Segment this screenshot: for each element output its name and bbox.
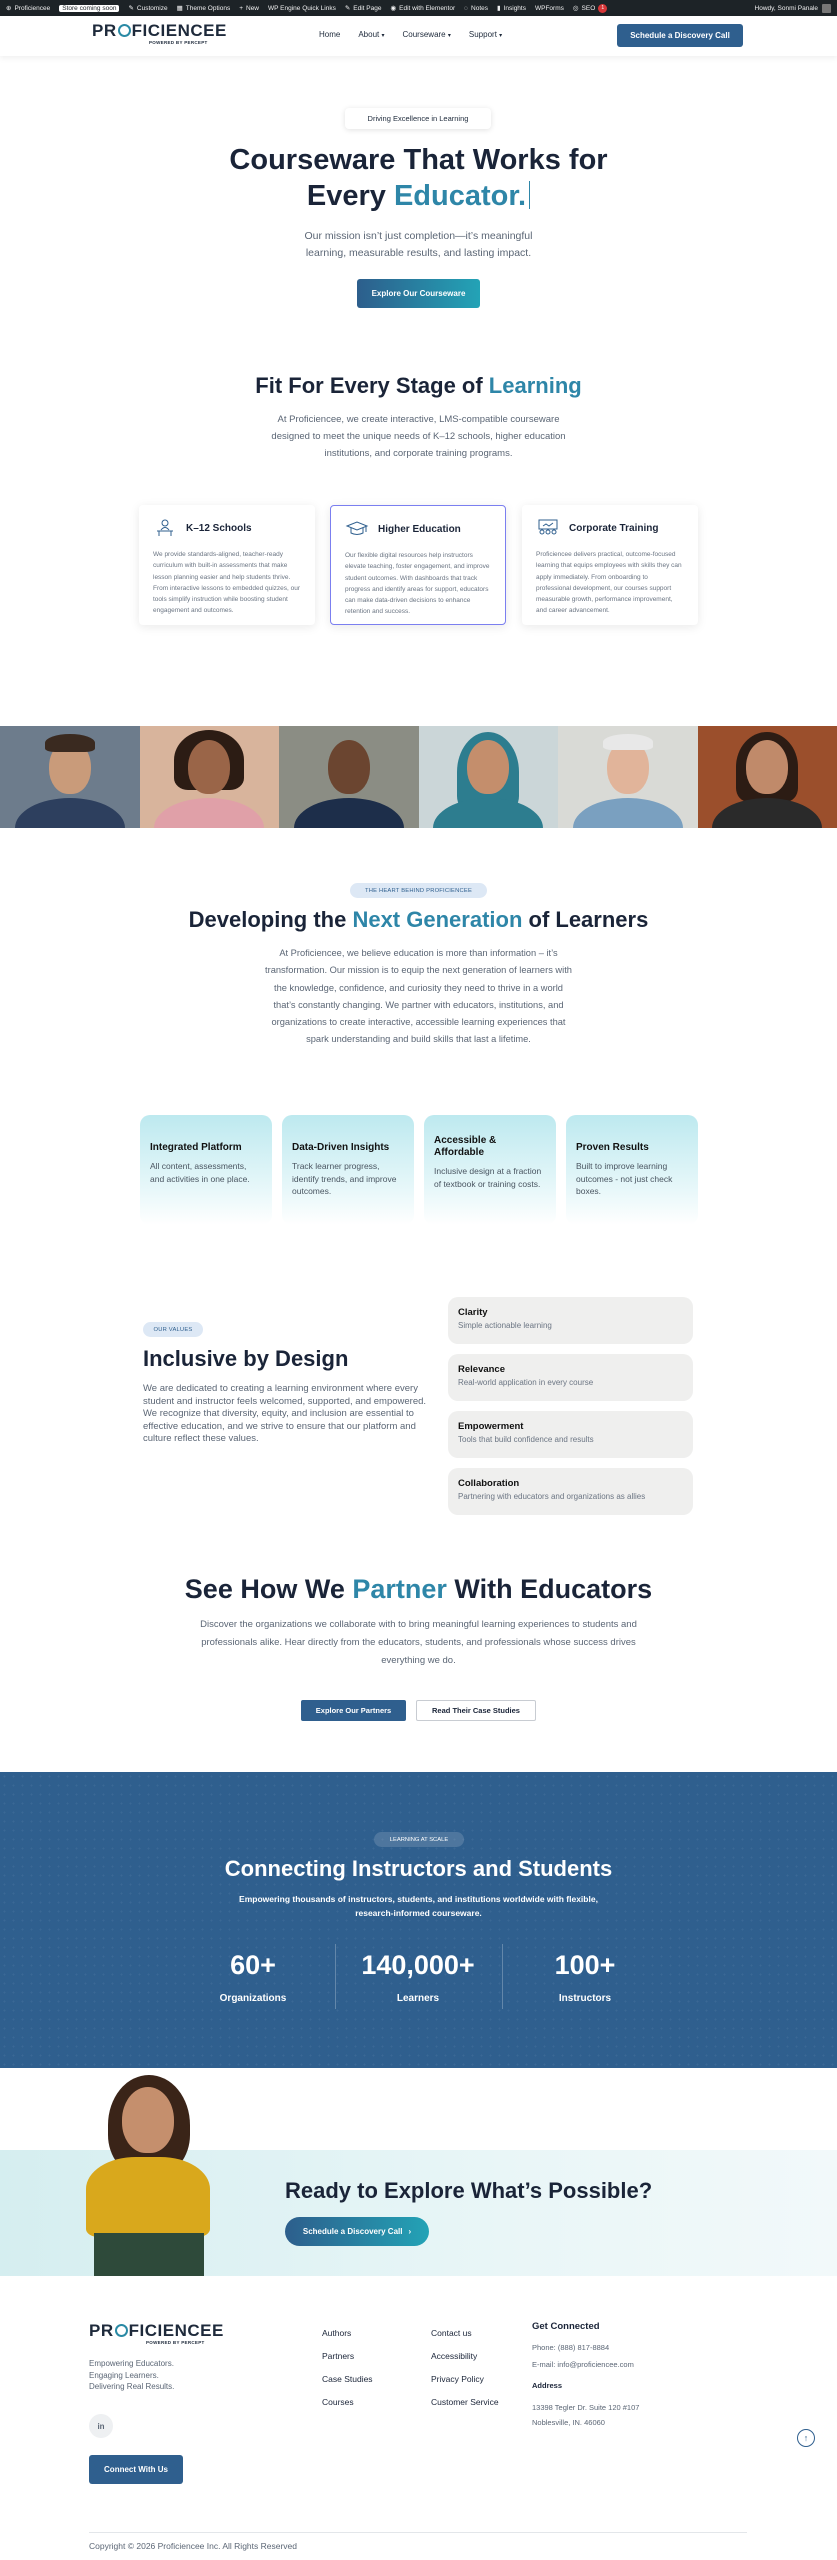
linkedin-icon[interactable]: in [89,2414,113,2438]
admin-bar-item-notes[interactable]: ◌ Notes [464,4,488,12]
partners-text: Discover the organizations we collaborate with to bring meaningful learning experiences to students and professionals alike. Hear directly from the educators, students, and professionals whose success drives everything we do. [200,1619,637,1666]
card-k12[interactable]: K–12 Schools We provide standards-aligned, teacher-ready curriculum with built-in assessments that make lesson planning easier and help students thrive. From interactive lessons to embedded quizzes, our tools simplify instruction while boosting student engagement and outcomes. [139,505,315,625]
heart-text: At Proficiencee, we believe education is more than information – it’s transformation. Our mission is to equip the next generation of learners with the knowledge, confidence, and curiosity they need to thrive in a world that’s constantly changing. We partner with educators, institutions, and organizations to create interactive, accessible learning experiences that spark understanding and build skills that last a lifetime. [265,948,572,1045]
elementor-icon: ◉ [390,5,397,12]
brush-icon: ✎ [128,5,134,12]
footer-email[interactable]: E-mail: info@proficiencee.com [532,2360,634,2369]
nav-item-about[interactable]: About ▾ [358,30,385,39]
get-connected-heading: Get Connected [532,2321,600,2332]
footer-phone[interactable]: Phone: (888) 817-8884 [532,2343,610,2352]
admin-bar-item-edit-page[interactable]: ✎ Edit Page [344,4,382,12]
values-tag: OUR VALUES [143,1322,203,1337]
avatar [822,4,831,13]
feature-proven-results: Proven Results Built to improve learning outcomes - not just check boxes. [566,1115,698,1225]
admin-bar-item-elementor[interactable]: ◉ Edit with Elementor [390,4,456,12]
explore-courseware-button[interactable]: Explore Our Courseware [357,279,480,308]
scroll-to-top-icon[interactable]: ↑ [797,2429,815,2447]
arrow-right-icon: › [408,2227,412,2236]
nav-item-support[interactable]: Support ▾ [468,30,503,39]
value-empowerment: Empowerment Tools that build confidence and results [448,1411,693,1458]
coming-soon-badge[interactable]: Store coming soon [59,5,119,12]
scale-tag: LEARNING AT SCALE [374,1832,464,1847]
footer-tagline: Empowering Educators. Engaging Learners. Delivering Real Results. [89,2359,175,2391]
chart-icon: ▮ [497,5,501,12]
admin-bar-item-insights[interactable]: ▮ Insights [497,4,526,12]
nav-item-home[interactable]: Home [319,30,341,39]
seo-icon: ◎ [572,5,579,12]
nav-item-courseware[interactable]: Courseware ▾ [402,30,451,39]
admin-bar-item-seo[interactable]: ◎ SEO 1 [573,4,607,13]
heart-tag: THE HEART BEHIND PROFICIENCEE [350,883,487,898]
chevron-down-icon: ▾ [381,33,385,39]
chevron-down-icon: ▾ [499,33,503,39]
fit-text: At Proficiencee, we create interactive, LMS-compatible courseware designed to meet the unique needs of K–12 schools, higher education institutions, and corporate training programs. [271,414,566,459]
admin-bar [0,0,837,16]
footer-address-line2: Noblesville, IN. 46060 [532,2418,605,2427]
admin-bar-item-theme-options[interactable]: ▦ Theme Options [176,4,231,12]
hero-tag: Driving Excellence in Learning [345,108,491,129]
schedule-call-button[interactable]: Schedule a Discovery Call [617,24,743,47]
stats-section [0,1772,837,2068]
admin-bar-item-wp-engine[interactable]: WP Engine Quick Links [268,4,336,12]
photo-woman-glasses [698,726,837,828]
card-higher-ed[interactable]: Higher Education Our flexible digital resources help instructors elevate teaching, foster engagement, and improve student outcomes. With dashboards that track progress and identify areas for support, educators can make data-driven decisions to enhance retention and success. [330,505,506,625]
footer-link-case-studies[interactable]: Case Studies [322,2374,373,2384]
wordpress-icon: ⊕ [6,5,12,12]
admin-bar-item-site[interactable]: ⊕ Proficiencee [6,4,51,12]
scale-text: Empowering thousands of instructors, students, and institutions worldwide with flexible, research-informed courseware. [239,1894,598,1918]
footer-logo[interactable]: PR FICIENCEE POWERED BY PERCEPT [89,2321,224,2345]
admin-bar-item-customize[interactable]: ✎ Customize [128,4,168,12]
logo-subtitle: POWERED BY PERCEPT [149,40,208,45]
footer-links-col2 [431,2322,499,2414]
feature-data-insights: Data-Driven Insights Track learner progress, identify trends, and improve outcomes. [282,1115,414,1225]
values-title: Inclusive by Design [143,1346,349,1371]
values-text: We are dedicated to creating a learning environment where every student and instructor feels welcomed, supported, and empowered. We recognize that diversity, equity, and inclusion are essential to effective education, and we strive to ensure that our platform and culture reflect these values. [143,1383,427,1444]
footer-link-customer-service[interactable]: Customer Service [431,2397,499,2407]
logo-wordmark: PR FICIENCEE [92,21,227,40]
footer-links-col1 [322,2322,373,2414]
admin-bar-item-wpforms[interactable]: WPForms [534,4,564,12]
text-cursor [529,181,530,209]
footer-link-contact[interactable]: Contact us [431,2328,472,2338]
logo-wordmark: PR FICIENCEE [89,2321,224,2340]
photo-woman-hijab [419,726,559,828]
student-desk-icon [153,519,177,537]
feature-accessible: Accessible & Affordable Inclusive design at a fraction of textbook or training costs. [424,1115,556,1225]
logo-ring-icon [115,2324,128,2337]
heart-title: Developing the Next Generation of Learners [188,907,649,932]
footer-link-partners[interactable]: Partners [322,2351,355,2361]
stat-learners: 140,000+ Learners [361,1950,475,2004]
photo-girl-smiling [140,726,280,828]
plus-icon: + [239,4,243,12]
hero-title: Courseware That Works for Every Educator. [229,144,608,212]
address-heading: Address [532,2381,563,2390]
site-header [0,16,837,56]
site-logo[interactable] [92,22,227,45]
footer-link-authors[interactable]: Authors [322,2328,352,2338]
graduation-cap-icon [345,520,369,538]
presentation-icon [536,519,560,537]
ready-title: Ready to Explore What’s Possible? [285,2178,653,2203]
pencil-icon: ✎ [344,5,351,12]
grid-icon: ▦ [176,5,183,12]
footer-link-courses[interactable]: Courses [322,2397,354,2407]
case-studies-button[interactable]: Read Their Case Studies [416,1700,536,1721]
photo-senior-man [558,726,698,828]
copyright: Copyright © 2026 Proficiencee Inc. All Rights Reserved [89,2541,298,2551]
admin-bar-item-new[interactable]: + New [239,4,260,12]
explore-partners-button[interactable]: Explore Our Partners [301,1700,406,1721]
stat-instructors: 100+ Instructors [554,1950,616,2004]
photo-man-suit [0,726,140,828]
card-corporate[interactable]: Corporate Training Proficiencee delivers practical, outcome-focused learning that equips employees with skills they can apply immediately. From onboarding to professional development, our courses support measurable growth, performance improvement, and career advancement. [522,505,698,625]
main-nav [319,30,502,39]
value-relevance: Relevance Real-world application in every course [448,1354,693,1401]
ready-schedule-button[interactable]: Schedule a Discovery Call › [285,2217,429,2246]
chevron-down-icon: ▾ [447,33,451,39]
stat-organizations: 60+ Organizations [219,1950,287,2004]
value-collaboration: Collaboration Partnering with educators and organizations as allies [448,1468,693,1515]
feature-integrated-platform: Integrated Platform All content, assessments, and activities in one place. [140,1115,272,1225]
people-photo-strip [0,726,837,828]
seo-count-badge: 1 [598,4,607,13]
admin-bar-account[interactable]: Howdy, Sonmi Panale [755,4,831,13]
footer-divider [89,2532,747,2533]
comment-icon: ◌ [464,4,469,12]
hero-subtitle: Our mission isn’t just completion—it’s meaningful learning, measurable results, and lasting impact. [304,230,533,259]
connect-button[interactable]: Connect With Us [89,2455,183,2484]
fit-title: Fit For Every Stage of Learning [255,373,582,398]
value-clarity: Clarity Simple actionable learning [448,1297,693,1344]
logo-ring-icon [118,24,131,37]
partners-title: See How We Partner With Educators [184,1574,653,1604]
footer-link-privacy[interactable]: Privacy Policy [431,2374,484,2384]
footer-address-line1: 13398 Tegler Dr. Suite 120 #107 [532,2403,640,2412]
scale-title: Connecting Instructors and Students [224,1856,613,1881]
footer-link-accessibility[interactable]: Accessibility [431,2351,478,2361]
photo-man-thumbs-up [279,726,419,828]
photo-woman-yellow-blouse [78,2073,218,2276]
